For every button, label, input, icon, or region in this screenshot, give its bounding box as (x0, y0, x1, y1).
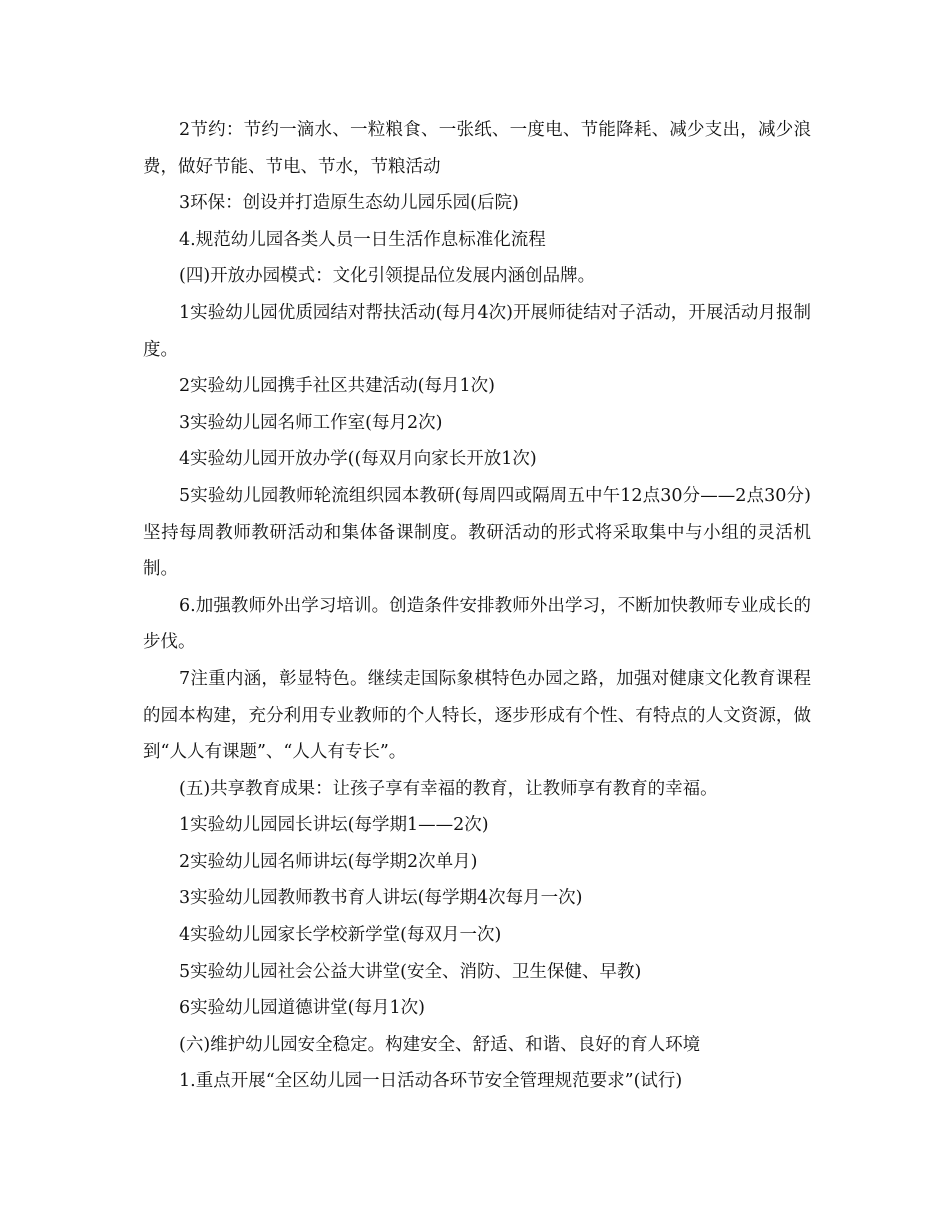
paragraph-parent-school: 4实验幼儿园家长学校新学堂(每双月一次) (179, 925, 502, 946)
paragraph-saving: 2节约：节约一滴水、一粒粮食、一张纸、一度电、节能降耗、减少支出，减少浪费，做好节能、节电、节水，节粮活动 (143, 120, 811, 177)
paragraph-master-forum: 2实验幼儿园名师讲坛(每学期2次单月) (179, 851, 478, 872)
section-heading-open-mode: (四)开放办园模式：文化引领提品位发展内涵创品牌。 (179, 266, 596, 287)
paragraph-director-forum: 1实验幼儿园园长讲坛(每学期1——2次) (179, 815, 489, 836)
document-body (143, 112, 811, 1100)
paragraph-external-training: 6.加强教师外出学习培训。创造条件安排教师外出学习，不断加快教师专业成长的步伐。 (143, 595, 811, 653)
paragraph-standardize-routine: 4.规范幼儿园各类人员一日生活作息标准化流程 (179, 229, 546, 250)
paragraph-environment: 3环保：创设并打造原生态幼儿园乐园(后院) (179, 193, 519, 214)
paragraph-teaching-research: 5实验幼儿园教师轮流组织园本教研(每周四或隔周五中午12点30分——2点30分)坚持每周教师教研活动和集体备课制度。教研活动的形式将采取集中与小组的灵活机制。 (143, 485, 811, 580)
paragraph-moral-lecture: 6实验幼儿园道德讲堂(每月1次) (179, 998, 425, 1019)
paragraph-community: 2实验幼儿园携手社区共建活动(每月1次) (179, 376, 495, 397)
paragraph-master-teacher-studio: 3实验幼儿园名师工作室(每月2次) (179, 412, 443, 433)
paragraph-safety-management: 1.重点开展“全区幼儿园一日活动各环节安全管理规范要求”(试行) (179, 1071, 683, 1092)
paragraph-teacher-forum: 3实验幼儿园教师教书育人讲坛(每学期4次每月一次) (179, 888, 583, 909)
paragraph-pairing-support: 1实验幼儿园优质园结对帮扶活动(每月4次)开展师徒结对子活动，开展活动月报制度。 (143, 302, 811, 360)
paragraph-characteristics: 7注重内涵，彰显特色。继续走国际象棋特色办园之路，加强对健康文化教育课程的园本构建，充分利用专业教师的个人特长，逐步形成有个性、有特点的人文资源，做到“人人有课题”、“人人有专长”。 (143, 668, 811, 763)
paragraph-open-school: 4实验幼儿园开放办学((每双月向家长开放1次) (179, 449, 537, 470)
section-heading-safety: (六)维护幼儿园安全稳定。构建安全、舒适、和谐、良好的育人环境 (179, 1034, 701, 1055)
paragraph-public-lecture: 5实验幼儿园社会公益大讲堂(安全、消防、卫生保健、早教) (179, 961, 642, 982)
section-heading-share-results: (五)共享教育成果：让孩子享有幸福的教育，让教师享有教育的幸福。 (179, 778, 718, 799)
